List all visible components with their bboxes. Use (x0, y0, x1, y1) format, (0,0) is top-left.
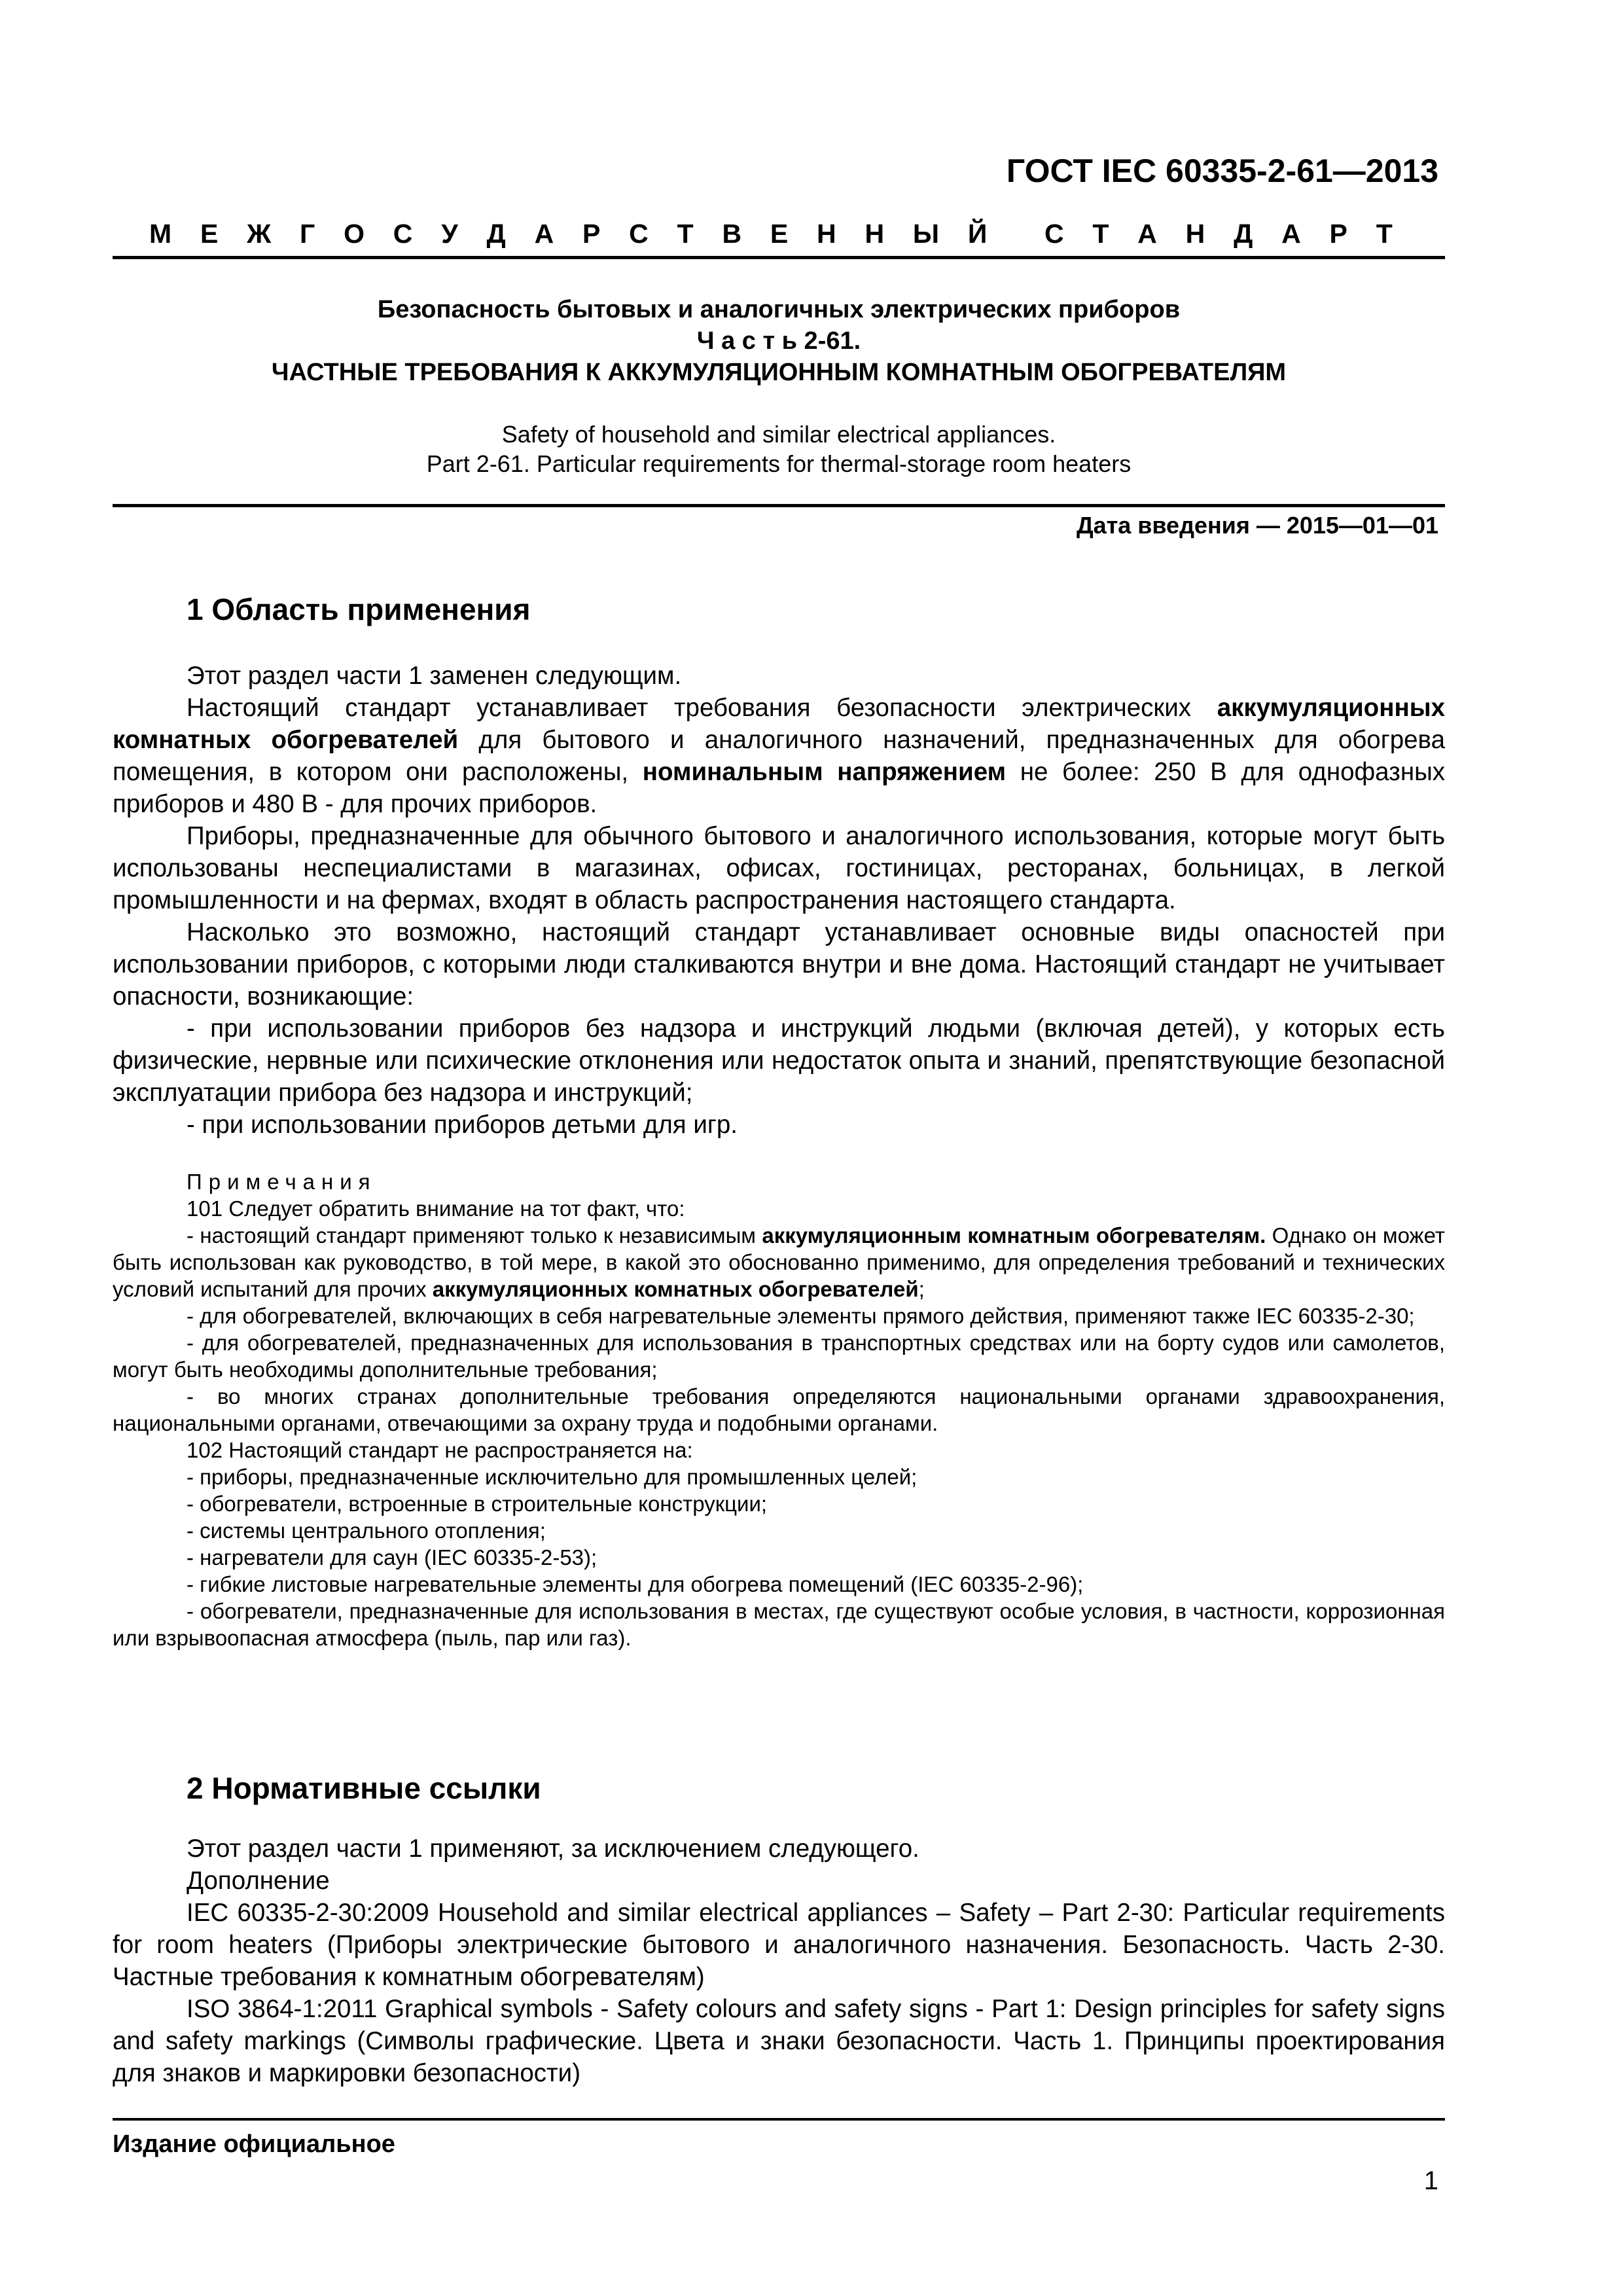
title-line-1: Безопасность бытовых и аналогичных электрических приборов (377, 296, 1181, 323)
banner-letter: Н (1185, 219, 1205, 249)
banner-letter: Г (300, 219, 315, 249)
paragraph: Приборы, предназначенные для обычного бытового и аналогичного использования, которые могут быть использованы неспециалистами в магазинах, офисах, гостиницах, ресторанах, больницах, в легкой промышленности и на фермах, входят в область распространения настоящего стандарта. (113, 822, 1445, 914)
title-line-3: ЧАСТНЫЕ ТРЕБОВАНИЯ К АККУМУЛЯЦИОННЫМ КОМНАТНЫМ ОБОГРЕВАТЕЛЯМ (271, 359, 1287, 386)
header-rule (113, 256, 1445, 259)
banner-letter: С (1044, 219, 1064, 249)
notes-block (113, 1168, 1445, 1651)
banner-letter: В (722, 219, 742, 249)
banner-letter: Е (200, 219, 219, 249)
note: - приборы, предназначенные исключительно для промышленных целей; (187, 1465, 918, 1489)
paragraph: Насколько это возможно, настоящий стандарт устанавливает основные виды опасностей при использовании приборов, с которыми люди сталкиваются внутри и вне дома. Настоящий стандарт не учитывает опасности, возникающие: (113, 918, 1445, 1011)
note: - нагреватели для саун (IEC 60335-2-53); (187, 1545, 597, 1570)
bold-term: аккумуляционным комнатным обогревателям. (762, 1223, 1266, 1247)
banner-letter: М (149, 219, 172, 249)
introduction-date: Дата введения — 2015—01—01 (1076, 512, 1438, 539)
page-number: 1 (1423, 2166, 1438, 2195)
text-run: для бытового и аналогичного назначений, предназначенных для обогрева помещения, в котором они расположены, (113, 726, 1445, 786)
edition-label: Издание официальное (113, 2130, 395, 2158)
text-run: - настоящий стандарт применяют только к независимым (187, 1223, 762, 1247)
interstate-standard-banner (149, 219, 1393, 249)
banner-letter: Н (817, 219, 836, 249)
footer-rule (113, 2118, 1445, 2121)
paragraph: Этот раздел части 1 применяют, за исключением следующего. (187, 1835, 919, 1863)
note-rich (113, 1222, 1445, 1302)
section-1-body (113, 660, 1445, 1141)
banner-letter: С (629, 219, 649, 249)
banner-letter: Д (486, 219, 506, 249)
note: - для обогревателей, включающих в себя нагревательные элементы прямого действия, применяют также IEC 60335-2-30; (187, 1304, 1415, 1328)
paragraph: IEC 60335-2-30:2009 Household and similar electrical appliances – Safety – Part 2-30: Particular requirements for room heaters (Приборы электрические бытового и аналогичного назначения. Безопасность. Часть 2-30. Частные требования к комнатным обогревателям) (113, 1899, 1445, 1991)
section-2-heading: 2 Нормативные ссылки (187, 1771, 541, 1805)
banner-letter: Ы (912, 219, 940, 249)
note: - гибкие листовые нагревательные элементы для обогрева помещений (IEC 60335-2-96); (187, 1572, 1084, 1596)
text-run: не более: 250 В для однофазных приборов и 480 В - для прочих приборов. (113, 758, 1445, 818)
text-run: Настоящий стандарт устанавливает требования безопасности электрических (187, 694, 1217, 722)
paragraph: - при использовании приборов без надзора и инструкций людьми (включая детей), у которых есть физические, нервные или психические отклонения или недостаток опыта и знаний, препятствующие безопасной эксплуатации прибора без надзора и инструкций; (113, 1014, 1445, 1107)
banner-letter: У (441, 219, 458, 249)
section-1-heading: 1 Область применения (187, 592, 531, 626)
banner-letter: Д (1234, 219, 1253, 249)
english-title-1: Safety of household and similar electrical appliances. (501, 421, 1056, 448)
bold-term: аккумуляционных комнатных обогревателей (432, 1277, 919, 1301)
section-2-body (113, 1833, 1445, 2089)
paragraph: Дополнение (187, 1867, 330, 1895)
banner-letter: Т (1092, 219, 1109, 249)
note: 102 Настоящий стандарт не распространяется на: (187, 1438, 693, 1462)
note: - системы центрального отопления; (187, 1518, 546, 1543)
banner-letter: О (344, 219, 365, 249)
title-rule (113, 504, 1445, 507)
banner-letter: Й (967, 219, 988, 249)
banner-letter: А (1137, 219, 1157, 249)
document-number: ГОСТ IEC 60335-2-61—2013 (1006, 152, 1438, 189)
banner-letter: С (393, 219, 413, 249)
note: - обогреватели, встроенные в строительные конструкции; (187, 1492, 768, 1516)
banner-letter: Ж (247, 219, 272, 249)
text-run: ; (918, 1277, 925, 1301)
note: - во многих странах дополнительные требования определяются национальными органами здравоохранения, национальными органами, отвечающими за охрану труда и подобными органами. (113, 1384, 1445, 1435)
bold-term: аккумуляционных комнатных обогревателей (113, 694, 1445, 754)
banner-letter: Н (865, 219, 885, 249)
text-run: Однако он может быть использован как руководство, в той мере, в какой это обоснованно применимо, для определения требований и технических условий испытаний для прочих (113, 1223, 1446, 1301)
banner-letter: Е (770, 219, 789, 249)
banner-letter: Р (1329, 219, 1347, 249)
note: - для обогревателей, предназначенных для использования в транспортных средствах или на борту судов или самолетов, могут быть необходимы дополнительные требования; (113, 1331, 1445, 1382)
paragraph-rich (113, 692, 1445, 820)
english-title-2: Part 2-61. Particular requirements for thermal-storage room heaters (426, 450, 1132, 477)
note: 101 Следует обратить внимание на тот факт, что: (187, 1196, 685, 1221)
bold-term: номинальным напряжением (642, 758, 1007, 786)
notes-label: Примечания (187, 1170, 377, 1194)
note: - обогреватели, предназначенные для использования в местах, где существуют особые условия, в частности, коррозионная или взрывоопасная атмосфера (пыль, пар или газ). (113, 1599, 1445, 1650)
banner-letter: А (1281, 219, 1301, 249)
banner-letter: Т (1376, 219, 1393, 249)
paragraph: Этот раздел части 1 заменен следующим. (187, 662, 682, 690)
banner-letter: А (534, 219, 554, 249)
banner-letter: Р (582, 219, 601, 249)
title-line-2: Ч а с т ь 2-61. (696, 327, 861, 355)
paragraph: ISO 3864-1:2011 Graphical symbols - Safety colours and safety signs - Part 1: Design principles for safety signs and safety markings (Символы графические. Цвета и знаки безопасности. Часть 1. Принципы проектирования для знаков и маркировки безопасности) (113, 1995, 1445, 2087)
paragraph: - при использовании приборов детьми для игр. (187, 1111, 738, 1139)
banner-letter: Т (677, 219, 694, 249)
